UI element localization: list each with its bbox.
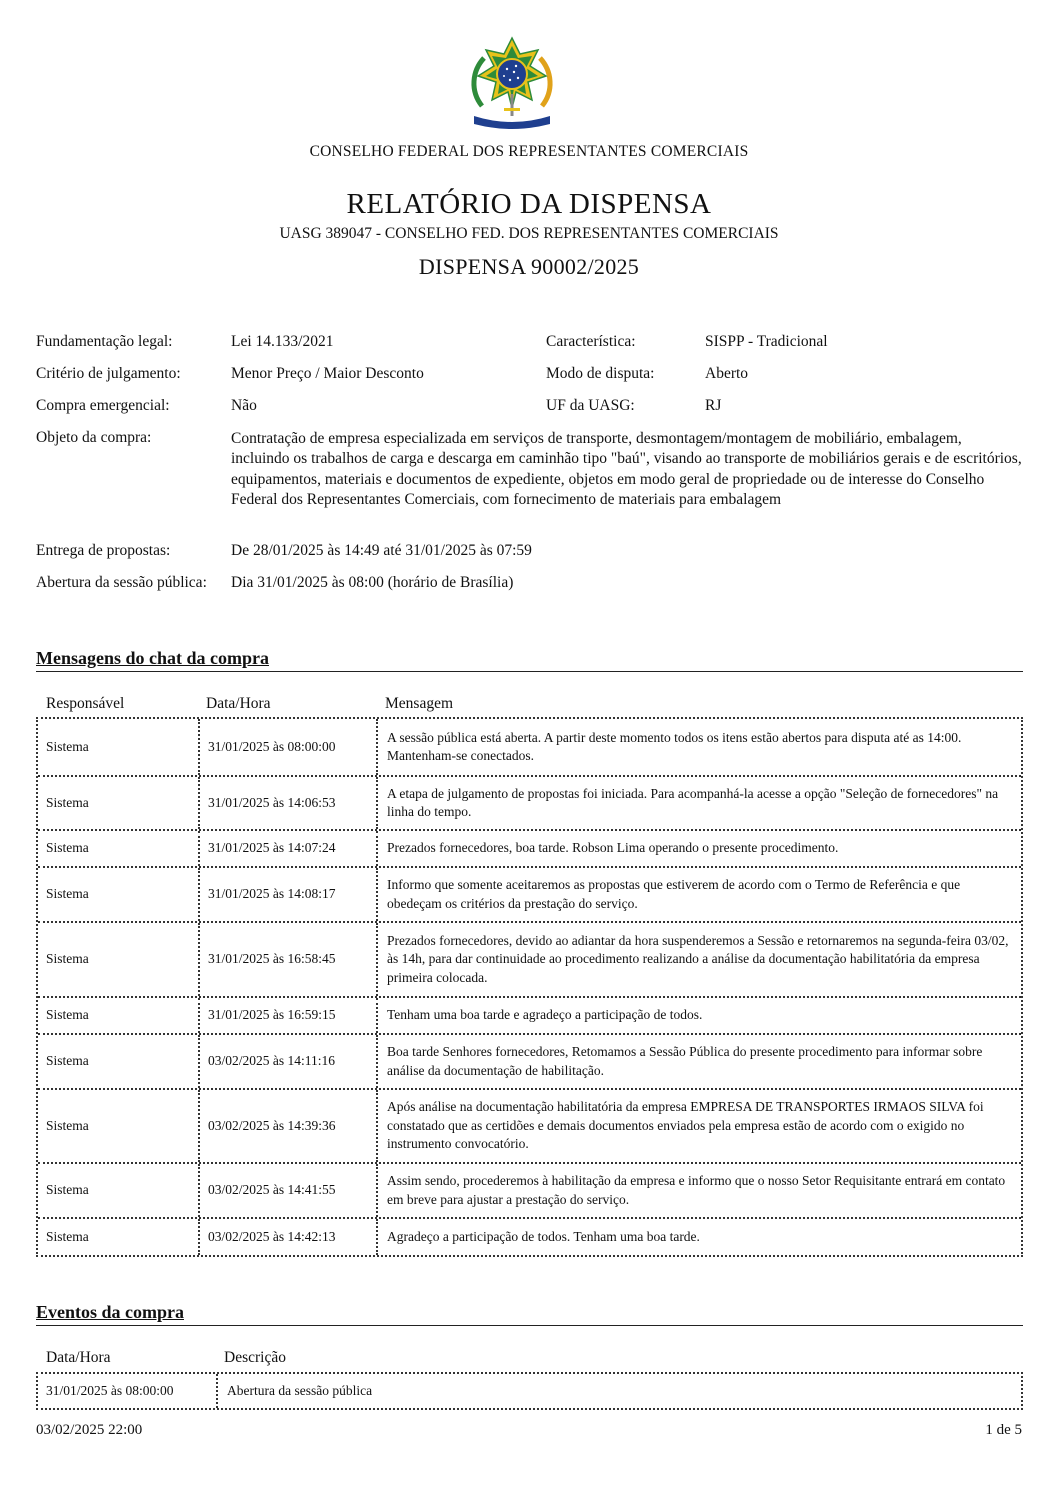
chat-col-mensagem: Mensagem [385, 695, 454, 712]
table-row [38, 921, 1021, 996]
emergencial-value: Não [231, 397, 257, 414]
criterio-label: Critério de julgamento: [36, 365, 181, 382]
objeto-value: Contratação de empresa especializada em serviços de transporte, desmontagem/montagem de mobiliário, embalagem, incluindo os trabalhos de carga e descarga em caminhão tipo "baú", visando ao transporte de mobiliários gerais e de escritórios, equipamentos, materiais e documentos de expediente, objetos em modo geral de propriedade ou de interesse do Conselho Federal dos Representantes Comerciais, com fornecimento de materiais para embalagem [231, 430, 1022, 508]
chat-cell-responsavel: Sistema [46, 794, 89, 810]
chat-cell-datahora: 31/01/2025 às 08:00:00 [198, 719, 376, 775]
chat-cell-datahora: 31/01/2025 às 16:59:15 [198, 998, 376, 1033]
uf-value: RJ [705, 397, 722, 414]
table-row [38, 1217, 1021, 1255]
table-row [38, 866, 1021, 921]
events-col-descricao: Descrição [224, 1349, 286, 1366]
chat-cell-responsavel: Sistema [46, 1053, 89, 1069]
organization-name: CONSELHO FEDERAL DOS REPRESENTANTES COMERCIAIS [309, 143, 749, 160]
event-cell-datahora: 31/01/2025 às 08:00:00 [46, 1382, 174, 1398]
event-cell-descricao: Abertura da sessão pública [216, 1374, 1021, 1408]
table-row [38, 719, 1021, 775]
caracteristica-value: SISPP - Tradicional [705, 333, 828, 350]
modo-disputa-label: Modo de disputa: [546, 365, 655, 382]
table-row [38, 996, 1021, 1033]
chat-cell-datahora: 03/02/2025 às 14:39:36 [198, 1090, 376, 1162]
chat-cell-datahora: 31/01/2025 às 14:06:53 [198, 777, 376, 829]
chat-col-datahora: Data/Hora [206, 695, 271, 712]
footer-generated-at: 03/02/2025 22:00 [36, 1422, 143, 1438]
report-title: RELATÓRIO DA DISPENSA [346, 188, 712, 220]
chat-cell-responsavel: Sistema [46, 840, 89, 856]
table-row [38, 1033, 1021, 1088]
chat-cell-mensagem: Assim sendo, procederemos à habilitação da empresa e informo que o nosso Setor Requisitante entrará em contato em breve para ajustar a prestação do serviço. [376, 1164, 1021, 1217]
events-table [36, 1372, 1023, 1410]
chat-cell-datahora: 31/01/2025 às 16:58:45 [198, 923, 376, 996]
table-row [38, 1088, 1021, 1162]
chat-cell-mensagem: Após análise na documentação habilitatória da empresa EMPRESA DE TRANSPORTES IRMAOS SILVA foi constatado que as certidões e demais documentos enviados pela empresa estão de acordo com o exigido no instrumento convocatório. [376, 1090, 1021, 1162]
chat-cell-mensagem: A etapa de julgamento de propostas foi iniciada. Para acompanhá-la acesse a opção "Seleção de fornecedores" na linha do tempo. [376, 777, 1021, 829]
chat-cell-datahora: 03/02/2025 às 14:42:13 [198, 1219, 376, 1255]
uasg-line: UASG 389047 - CONSELHO FED. DOS REPRESENTANTES COMERCIAIS [279, 225, 779, 242]
modo-disputa-value: Aberto [705, 365, 749, 382]
chat-cell-mensagem: A sessão pública está aberta. A partir deste momento todos os itens estão abertos para disputa até as 14:00. Mantenham-se conectados. [376, 719, 1021, 775]
chat-cell-datahora: 03/02/2025 às 14:11:16 [198, 1035, 376, 1088]
chat-cell-responsavel: Sistema [46, 738, 89, 754]
chat-section-title [36, 648, 1023, 672]
chat-cell-mensagem: Boa tarde Senhores fornecedores, Retomamos a Sessão Pública do presente procedimento para informar sobre análise da documentação de habilitação. [376, 1035, 1021, 1088]
chat-cell-mensagem: Prezados fornecedores, devido ao adiantar da hora suspenderemos a Sessão e retornaremos na segunda-feira 03/02, às 14h, para dar continuidade ao procedimento realizando a análise da documentação habilitatória da empresa primeira colocada. [376, 923, 1021, 996]
coat-of-arms-emblem [466, 36, 558, 132]
chat-cell-responsavel: Sistema [46, 886, 89, 902]
chat-section-title-text: Mensagens do chat da compra [36, 648, 269, 668]
table-row [38, 1162, 1021, 1217]
chat-cell-datahora: 31/01/2025 às 14:08:17 [198, 868, 376, 921]
chat-cell-responsavel: Sistema [46, 951, 89, 967]
events-section-title-text: Eventos da compra [36, 1302, 184, 1322]
chat-cell-mensagem: Tenham uma boa tarde e agradeço a participação de todos. [376, 998, 1021, 1033]
chat-cell-datahora: 03/02/2025 às 14:41:55 [198, 1164, 376, 1217]
chat-cell-responsavel: Sistema [46, 1182, 89, 1198]
chat-cell-datahora: 31/01/2025 às 14:07:24 [198, 831, 376, 866]
fundamentacao-label: Fundamentação legal: [36, 333, 173, 350]
chat-cell-mensagem: Informo que somente aceitaremos as propostas que estiverem de acordo com o Termo de Referência e que obedeçam os critérios da prestação do serviço. [376, 868, 1021, 921]
chat-cell-responsavel: Sistema [46, 1007, 89, 1023]
events-section-title [36, 1302, 1023, 1326]
abertura-label: Abertura da sessão pública: [36, 574, 207, 591]
criterio-value: Menor Preço / Maior Desconto [231, 365, 424, 382]
chat-cell-mensagem: Agradeço a participação de todos. Tenham uma boa tarde. [376, 1219, 1021, 1255]
footer-page-number: 1 de 5 [985, 1422, 1022, 1438]
entrega-value: De 28/01/2025 às 14:49 até 31/01/2025 às 07:59 [231, 542, 532, 559]
objeto-label: Objeto da compra: [36, 429, 152, 446]
chat-col-responsavel: Responsável [46, 695, 125, 712]
table-row [38, 829, 1021, 866]
table-row [38, 775, 1021, 829]
chat-cell-responsavel: Sistema [46, 1228, 89, 1244]
chat-table [36, 717, 1023, 1257]
abertura-value: Dia 31/01/2025 às 08:00 (horário de Brasília) [231, 574, 514, 591]
uf-label: UF da UASG: [546, 397, 635, 414]
dispensa-number: DISPENSA 90002/2025 [418, 254, 640, 279]
fundamentacao-value: Lei 14.133/2021 [231, 333, 334, 350]
emergencial-label: Compra emergencial: [36, 397, 170, 414]
events-col-datahora: Data/Hora [46, 1349, 111, 1366]
entrega-label: Entrega de propostas: [36, 542, 171, 559]
table-row [38, 1374, 1021, 1408]
chat-cell-responsavel: Sistema [46, 1117, 89, 1133]
caracteristica-label: Característica: [546, 333, 636, 350]
chat-cell-mensagem: Prezados fornecedores, boa tarde. Robson Lima operando o presente procedimento. [376, 831, 1021, 866]
